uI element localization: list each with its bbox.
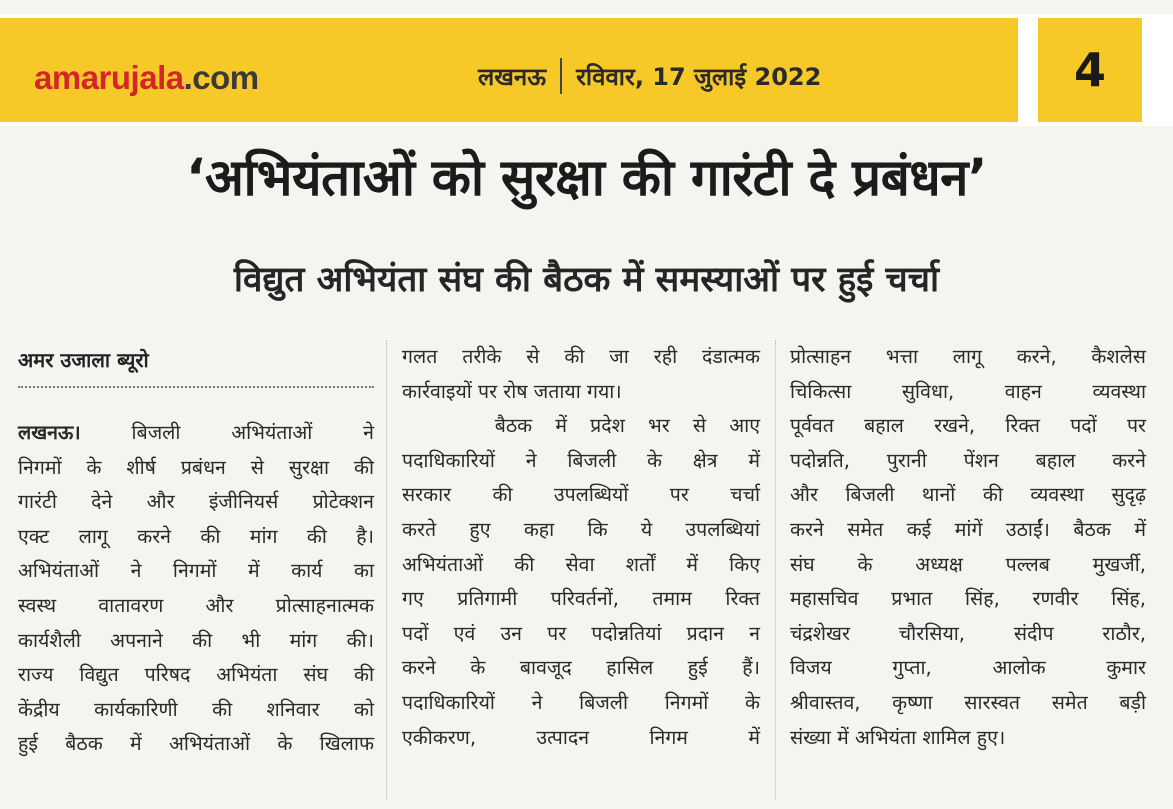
masthead-date: रविवार, 17 जुलाई 2022 <box>576 62 822 91</box>
article-subheadline: विद्युत अभियंता संघ की बैठक में समस्याओं पर हुई चर्चा <box>233 260 940 300</box>
column-line: संख्या में अभियंता शामिल हुए। <box>790 725 1006 749</box>
masthead-city: लखनऊ <box>478 62 547 91</box>
column-line: पदोन्नति, पुरानी पेंशन बहाल करने <box>790 448 1146 472</box>
column-line: पूर्ववत बहाल रखने, रिक्त पदों पर <box>790 414 1146 438</box>
column-line: श्रीवास्तव, कृष्णा सारस्वत समेत बड़ी <box>790 690 1146 714</box>
column-divider <box>775 340 776 800</box>
column-line: एक्ट लागू करने की मांग की है। <box>18 524 374 548</box>
column-line: स्वस्थ वातावरण और प्रोत्साहनात्मक <box>18 593 374 617</box>
column-line: और बिजली थानों की व्यवस्था सुदृढ़ <box>790 483 1146 507</box>
column-line: कार्रवाइयों पर रोष जताया गया। <box>402 379 622 403</box>
column-line: हुई बैठक में अभियंताओं के खिलाफ <box>18 732 374 756</box>
column-line: पदों एवं उन पर पदोन्नतियां प्रदान न <box>402 621 760 645</box>
logo-brand: amarujala <box>34 59 184 96</box>
column-line: एकीकरण, उत्पादन निगम में <box>402 725 760 749</box>
masthead-dateline <box>478 54 821 98</box>
masthead-separator <box>560 58 562 94</box>
column-line: संघ के अध्यक्ष पल्लब मुखर्जी, <box>790 552 1146 576</box>
newspaper-logo[interactable] <box>34 58 259 98</box>
column-line: गलत तरीके से की जा रही दंडात्मक <box>402 345 760 368</box>
column-line: पदाधिकारियों ने बिजली के क्षेत्र में <box>402 448 760 472</box>
byline-divider <box>18 386 374 388</box>
column-line: कार्यशैली अपनाने की भी मांग की। <box>18 628 374 652</box>
column-divider <box>386 340 387 800</box>
logo-tld: .com <box>183 59 259 96</box>
column-line: करने समेत कई मांगें उठाईं। बैठक में <box>790 517 1146 541</box>
column-line: केंद्रीय कार्यकारिणी की शनिवार को <box>18 697 374 721</box>
article-dateline: लखनऊ। <box>18 421 81 444</box>
article-column-2 <box>402 340 760 755</box>
article-headline: ‘अभियंताओं को सुरक्षा की गारंटी दे प्रबंधन’ <box>186 149 987 208</box>
column-line: पदाधिकारियों ने बिजली निगमों के <box>402 690 760 714</box>
column-line: चिकित्सा सुविधा, वाहन व्यवस्था <box>790 379 1146 403</box>
column-line: अभियंताओं ने निगमों में कार्य का <box>18 559 374 583</box>
column-line: करने के बावजूद हासिल हुई हैं। <box>402 656 760 680</box>
column-line: निगमों के शीर्ष प्रबंधन से सुरक्षा की <box>18 455 374 479</box>
column-line: चंद्रशेखर चौरसिया, संदीप राठौर, <box>790 621 1146 645</box>
column-line <box>18 416 374 451</box>
article-column-1 <box>18 416 374 762</box>
column-line: करते हुए कहा कि ये उपलब्धियां <box>402 517 760 541</box>
column-line: गारंटी देने और इंजीनियर्स प्रोटेक्शन <box>18 490 374 514</box>
column-line: बैठक में प्रदेश भर से आए <box>402 414 760 438</box>
column-line: गए प्रतिगामी परिवर्तनों, तमाम रिक्त <box>402 587 760 611</box>
column-line: प्रोत्साहन भत्ता लागू करने, कैशलेस <box>790 345 1146 368</box>
article-byline: अमर उजाला ब्यूरो <box>18 348 149 372</box>
article-column-3 <box>790 340 1146 755</box>
column-line: महासचिव प्रभात सिंह, रणवीर सिंह, <box>790 587 1146 611</box>
page-number: 4 <box>1038 18 1142 122</box>
column-line: अभियंताओं की सेवा शर्तों में किए <box>402 552 760 576</box>
column-line: सरकार की उपलब्धियों पर चर्चा <box>402 483 760 507</box>
column-line: राज्य विद्युत परिषद अभियंता संघ की <box>18 663 374 687</box>
column-line-text: बिजली अभियंताओं ने <box>80 421 374 444</box>
column-line: विजय गुप्ता, आलोक कुमार <box>790 656 1146 680</box>
